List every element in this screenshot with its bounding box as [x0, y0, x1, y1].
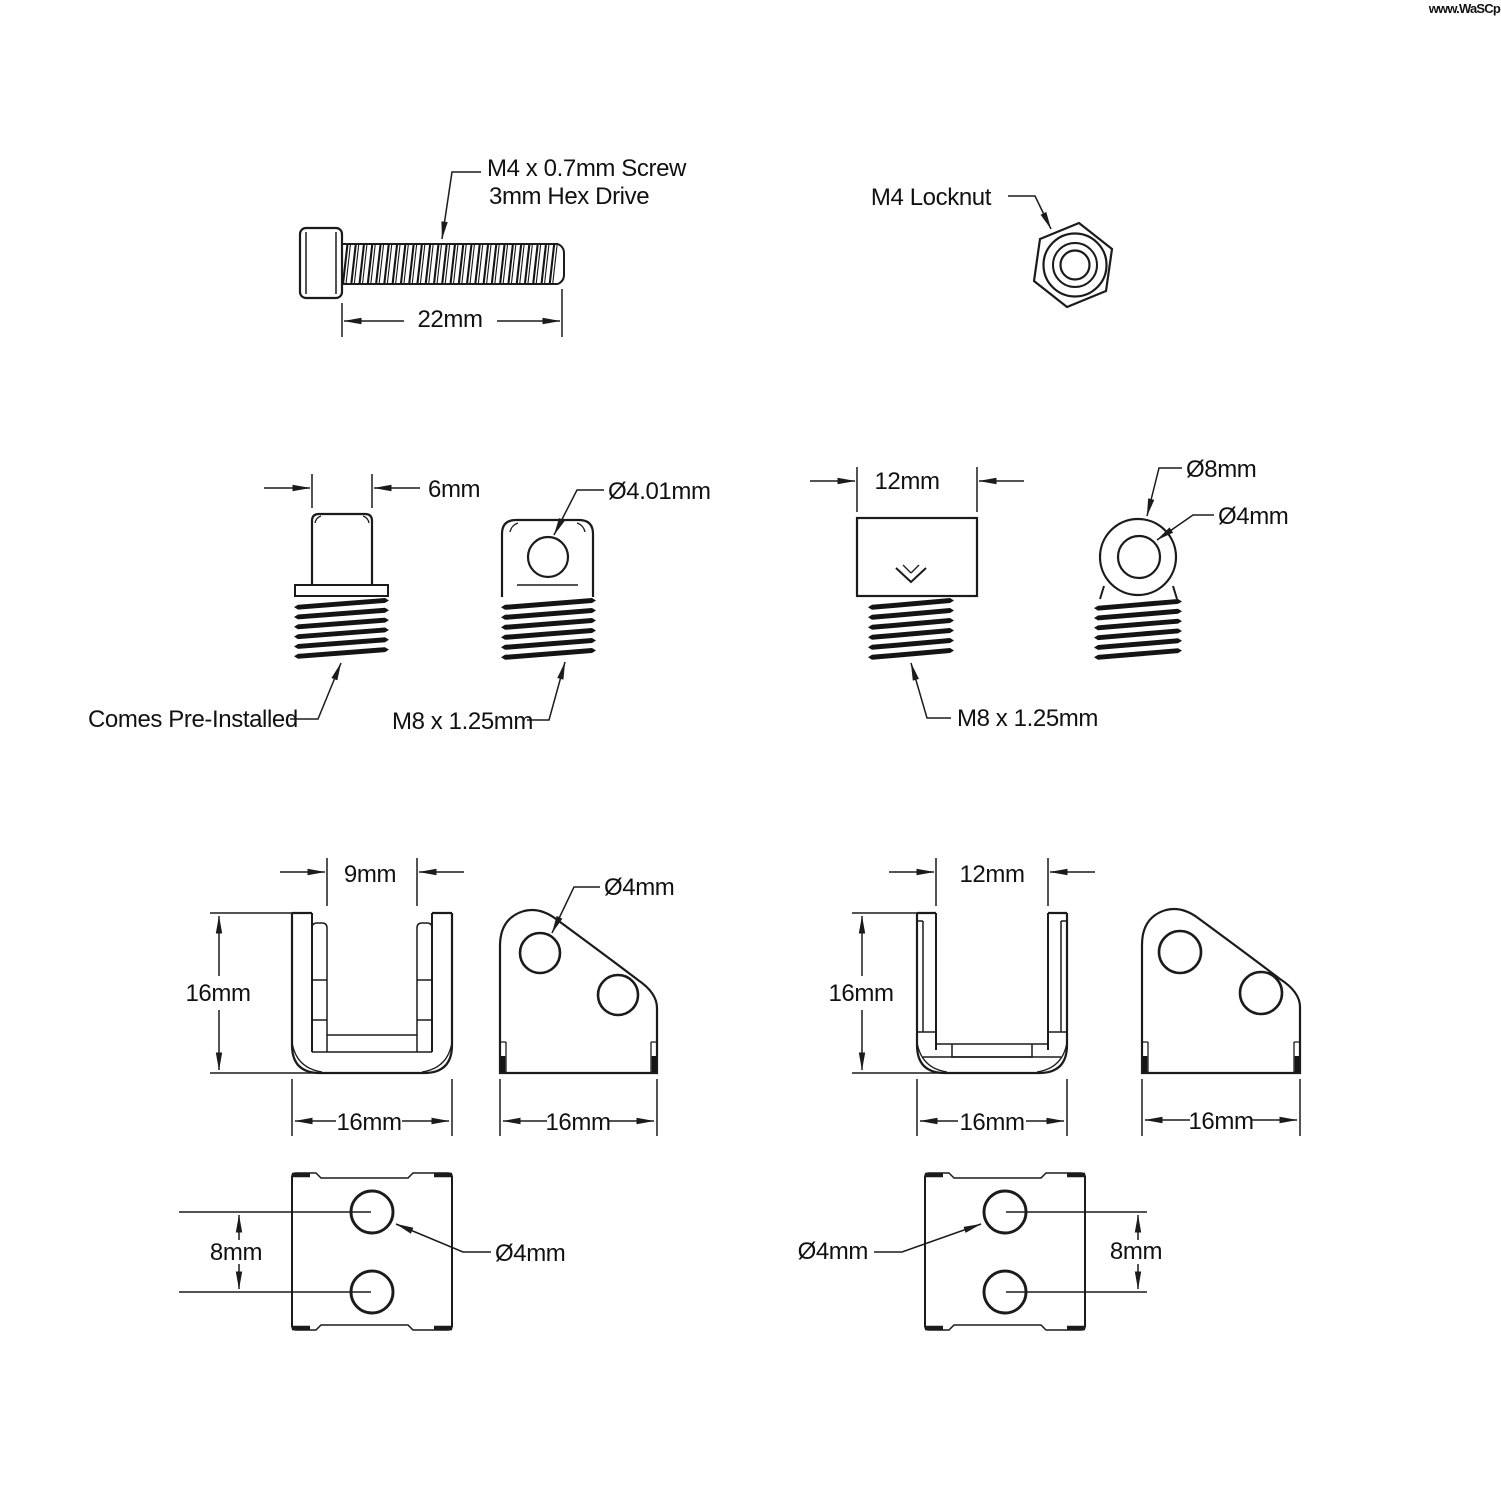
- stud6-front-threads: [501, 598, 596, 660]
- bracket12-side-view: [1142, 909, 1300, 1136]
- stud12-hole-circle: [1118, 536, 1160, 578]
- bracket12-hole-spacing-dim: 8mm: [1109, 1238, 1163, 1265]
- bracket12-slot-bottom: [936, 1044, 1048, 1057]
- bracket9-top-clip-marks: [292, 1175, 452, 1328]
- bracket12-height-dim: 16mm: [828, 980, 894, 1007]
- bracket12-side-foot-left: [1143, 1056, 1148, 1072]
- stud6-extension-lines: [312, 474, 372, 508]
- bracket9-side-hole-2: [598, 975, 638, 1015]
- bracket9-front-view: [185, 858, 464, 1136]
- stud6-flange: [295, 585, 388, 596]
- stud12-thread-dim: M8 x 1.25mm: [957, 705, 1098, 732]
- stud12-block: [857, 518, 977, 596]
- locknut-drawing: [871, 184, 1112, 307]
- stud6-width-dim: 6mm: [428, 476, 481, 503]
- stud6-hole-leader: [554, 490, 604, 535]
- bracket12-top-clip-marks: [925, 1175, 1085, 1328]
- stud6-thread-dim: M8 x 1.25mm: [392, 708, 533, 735]
- bracket9-height-dim: 16mm: [185, 980, 251, 1007]
- bracket9-side-view: [500, 874, 674, 1136]
- stud12-side-threads: [868, 598, 954, 660]
- stud6-front-corner-arcs: [510, 523, 585, 532]
- bracket9-top-sides: [292, 1176, 452, 1327]
- stud6-front-view: [392, 478, 711, 735]
- screw-threads: [343, 244, 557, 284]
- locknut-hex-body: [1034, 223, 1112, 307]
- bracket12-top-edge: [925, 1173, 1085, 1178]
- locknut-thread-hole: [1061, 251, 1090, 280]
- locknut-label: M4 Locknut: [870, 184, 991, 211]
- bracket12-top-hole-leader: [874, 1224, 981, 1252]
- bracket9-side-width-dim: 16mm: [545, 1109, 611, 1136]
- bracket9-side-hole-leader: [552, 887, 600, 933]
- stud6-hole: [528, 537, 568, 577]
- bracket9-side-outline: [500, 910, 657, 1073]
- bracket12-slot-dim: 12mm: [959, 861, 1025, 888]
- stud12-boss-dim: Ø8mm: [1186, 456, 1257, 483]
- stud12-shoulder-lines: [1100, 586, 1177, 599]
- bracket12-side-hole-2: [1240, 972, 1282, 1014]
- bracket9-side-hole-dim: Ø4mm: [604, 874, 675, 901]
- bracket12-side-foot-lines: [1142, 1042, 1300, 1073]
- bracket9-top-hole-leader: [396, 1224, 491, 1252]
- bracket9-width-dim: 16mm: [336, 1109, 402, 1136]
- bracket9-side-foot-lines: [500, 1042, 657, 1073]
- bracket12-side-outline: [1142, 909, 1300, 1073]
- stud12-hole-dim: Ø4mm: [1218, 503, 1289, 530]
- bracket12-side-hole-1: [1159, 931, 1201, 973]
- bracket9-spacing-center-lines: [179, 1212, 371, 1292]
- screw-label-line1: M4 x 0.7mm Screw: [487, 155, 686, 182]
- stud12-hole-leader: [1157, 515, 1214, 540]
- bracket9-arm-inner-edges: [312, 913, 432, 1052]
- stud6-preinstalled-note: Comes Pre-Installed: [88, 706, 298, 733]
- stud12-boss-circle: [1100, 519, 1176, 595]
- stud6-boss: [312, 514, 372, 585]
- stud12-boss-leader: [1147, 468, 1182, 516]
- bracket9-liner-walls: [312, 923, 432, 1035]
- locknut-leader: [1008, 196, 1051, 229]
- stud12-width-dim: 12mm: [874, 468, 940, 495]
- screw-drawing: [300, 155, 687, 337]
- bracket9-top-hole-dim: Ø4mm: [495, 1240, 566, 1267]
- stud6-side-view: [88, 474, 480, 733]
- stud6-hole-dim: Ø4.01mm: [608, 478, 711, 505]
- bracket12-width-dim: 16mm: [959, 1109, 1025, 1136]
- stud12-etched-mark: [896, 568, 926, 582]
- bracket12-top-view: [798, 1173, 1162, 1330]
- stud6-boss-corner-arcs: [315, 516, 369, 523]
- bracket12-top-sides: [925, 1176, 1085, 1327]
- bracket12-liner-lines: [917, 921, 1067, 1032]
- bracket9-side-hole-1: [520, 933, 560, 973]
- bracket9-top-view: [179, 1173, 565, 1330]
- screw-leader: [442, 172, 481, 239]
- bracket9-slot-dim: 9mm: [343, 861, 397, 888]
- stud12-side-view: [810, 467, 1098, 732]
- bracket12-side-width-dim: 16mm: [1188, 1108, 1254, 1135]
- bracket9-top-edge: [292, 1173, 452, 1178]
- bracket9-slot-bottom: [327, 1035, 417, 1052]
- screw-label-line2: 3mm Hex Drive: [489, 183, 650, 210]
- stud12-front-view: [1094, 456, 1288, 660]
- watermark-text: www.WaSCp: [1428, 1, 1500, 16]
- bracket12-bottom-edge: [925, 1325, 1085, 1330]
- bracket12-outer: [917, 913, 1067, 1073]
- screw-length-dim: 22mm: [417, 306, 483, 333]
- bracket12-side-foot-right: [1295, 1056, 1300, 1072]
- bracket9-liner-dividers: [312, 980, 432, 1020]
- bracket9-corner-fillets: [292, 1042, 452, 1072]
- bracket9-side-foot-right: [652, 1056, 657, 1072]
- bracket9-outer: [292, 913, 452, 1073]
- bracket9-bottom-edge: [292, 1325, 452, 1330]
- bracket9-hole-spacing-dim: 8mm: [209, 1239, 263, 1266]
- stud6-side-threads: [294, 598, 389, 659]
- bracket9-side-foot-left: [501, 1056, 506, 1072]
- stud12-front-threads: [1094, 599, 1182, 660]
- bracket12-arm-inner-edges: [936, 913, 1048, 1050]
- bracket12-front-view: [828, 858, 1095, 1136]
- stud12-thread-leader: [911, 663, 951, 718]
- bracket12-top-hole-dim: Ø4mm: [797, 1238, 868, 1265]
- stud12-etched-mark-inner: [903, 565, 919, 573]
- screw-head-face-lines: [306, 232, 336, 294]
